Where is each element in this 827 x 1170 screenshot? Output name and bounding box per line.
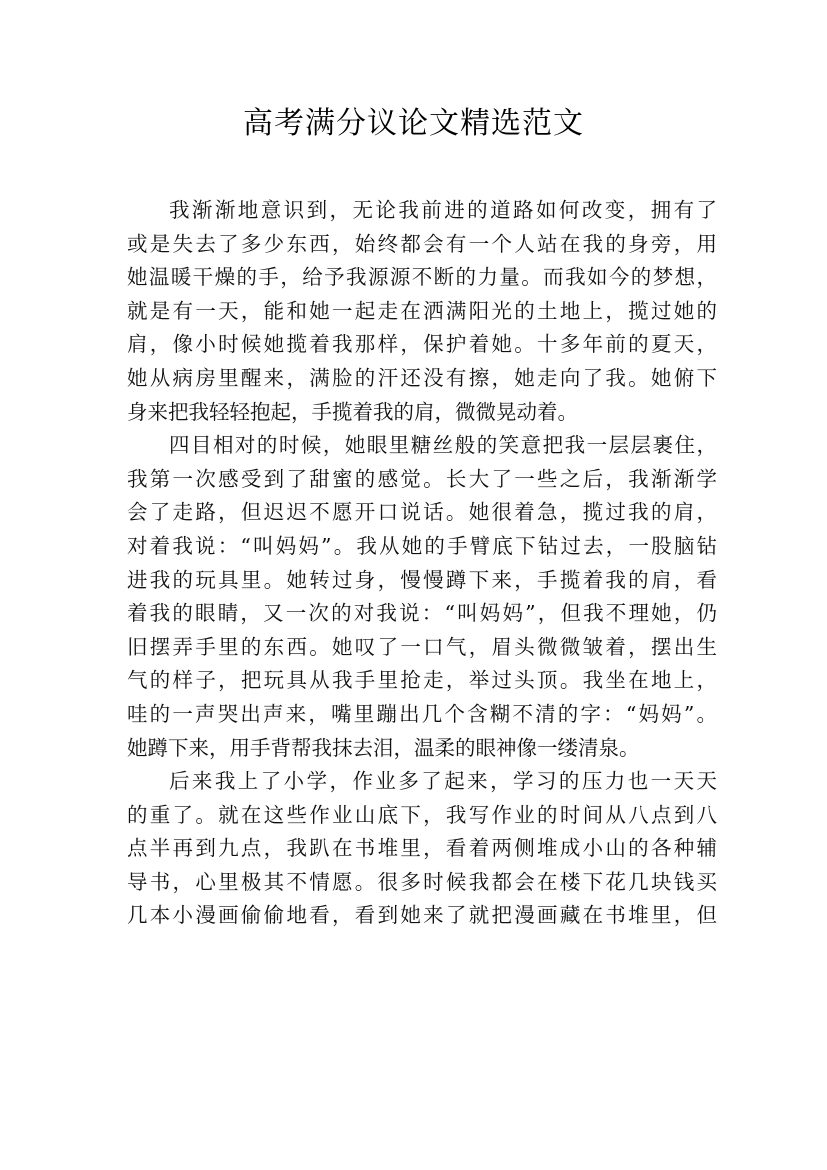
document-body [127, 194, 717, 933]
paragraph-line: 点半再到九点，我趴在书堆里，看着两侧堆成小山的各种辅 [127, 836, 717, 861]
paragraph-line: 几本小漫画偷偷地看，看到她来了就把漫画藏在书堆里，但 [127, 903, 717, 928]
paragraph-line: 后来我上了小学，作业多了起来，学习的压力也一天天 [169, 769, 717, 794]
paragraph-line: 身来把我轻轻抱起，手揽着我的肩，微微晃动着。 [127, 399, 578, 424]
paragraph-line: 着我的眼睛，又一次的对我说：“叫妈妈”，但我不理她，仍 [127, 601, 717, 626]
paragraph-3 [127, 765, 717, 933]
paragraph-line: 就是有一天，能和她一起走在洒满阳光的土地上，揽过她的 [127, 298, 717, 323]
paragraph-line: 她蹲下来，用手背帮我抹去泪，温柔的眼神像一缕清泉。 [127, 735, 640, 760]
paragraph-line: 四目相对的时候，她眼里糖丝般的笑意把我一层层裹住， [169, 433, 717, 458]
paragraph-line: 她温暖干燥的手，给予我源源不断的力量。而我如今的梦想， [127, 265, 717, 290]
paragraph-2 [127, 429, 717, 765]
paragraph-line: 的重了。就在这些作业山底下，我写作业的时间从八点到八 [127, 802, 717, 827]
paragraph-line: 或是失去了多少东西，始终都会有一个人站在我的身旁，用 [127, 231, 717, 256]
paragraph-line: 气的样子，把玩具从我手里抢走，举过头顶。我坐在地上， [127, 668, 717, 693]
paragraph-1 [127, 194, 717, 429]
paragraph-line: 我渐渐地意识到，无论我前进的道路如何改变，拥有了 [169, 198, 717, 222]
document-title: 高考满分议论文精选范文 [243, 106, 584, 141]
paragraph-line: 会了走路，但迟迟不愿开口说话。她很着急，揽过我的肩， [127, 500, 717, 525]
paragraph-line: 旧摆弄手里的东西。她叹了一口气，眉头微微皱着，摆出生 [127, 634, 717, 659]
paragraph-line: 肩，像小时候她揽着我那样，保护着她。十多年前的夏天， [127, 332, 717, 357]
paragraph-line: 她从病房里醒来，满脸的汗还没有擦，她走向了我。她俯下 [127, 365, 717, 390]
paragraph-line: 对着我说：“叫妈妈”。我从她的手臂底下钻过去，一股脑钻 [127, 533, 717, 558]
paragraph-line: 进我的玩具里。她转过身，慢慢蹲下来，手揽着我的肩，看 [127, 567, 717, 592]
paragraph-line: 哇的一声哭出声来，嘴里蹦出几个含糊不清的字：“妈妈”。 [127, 701, 717, 726]
paragraph-line: 我第一次感受到了甜蜜的感觉。长大了一些之后，我渐渐学 [127, 466, 717, 491]
paragraph-line: 导书，心里极其不情愿。很多时候我都会在楼下花几块钱买 [127, 869, 717, 894]
